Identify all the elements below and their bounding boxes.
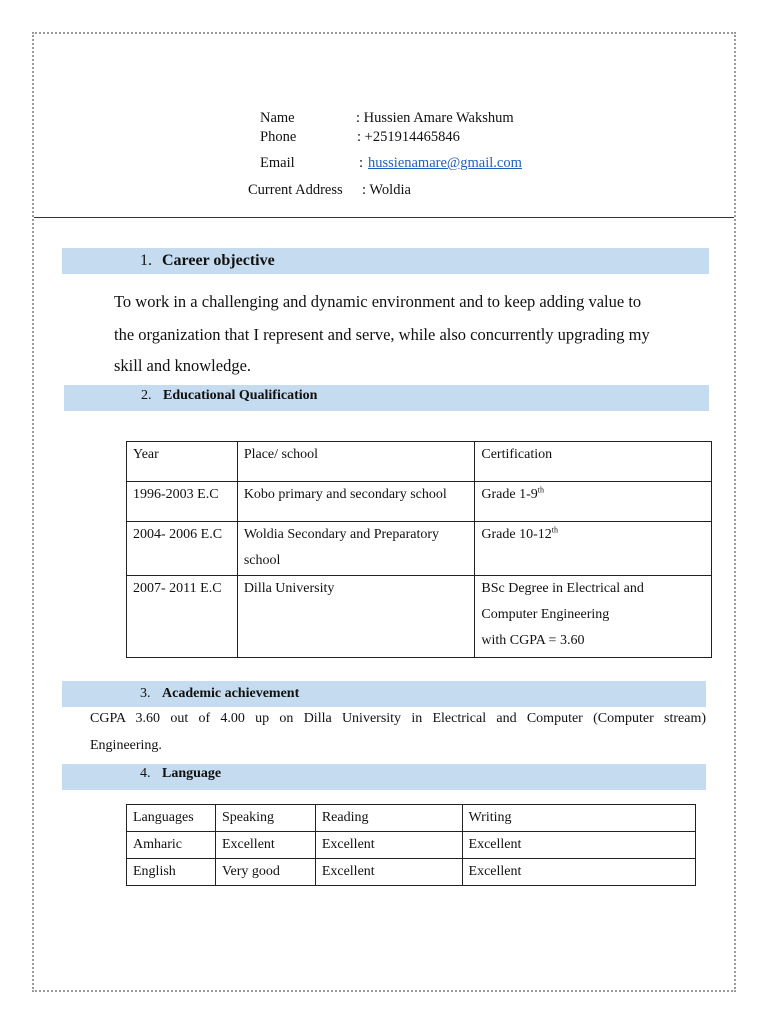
header-cell: Place/ school	[237, 442, 475, 482]
section-title: Career objective	[162, 252, 275, 269]
header-cell: Reading	[315, 805, 462, 832]
section-number: 1.	[140, 252, 152, 269]
contact-address-row	[0, 182, 768, 202]
reading-cell: Excellent	[315, 832, 462, 859]
section-header-language	[62, 764, 706, 790]
contact-name-row	[0, 110, 768, 130]
section-header-education	[64, 385, 709, 411]
school-line: school	[243, 553, 281, 568]
certification-cell	[475, 522, 712, 576]
contact-phone-row	[0, 129, 768, 149]
table-header-row	[127, 805, 696, 832]
section-title: Educational Qualification	[163, 388, 318, 403]
career-objective-line-1: To work in a challenging and dynamic environment and to keep adding value to	[114, 292, 642, 311]
achievement-line-1: CGPA 3.60 out of 4.00 up on Dilla University in Electrical and Computer (Computer stream)	[90, 711, 706, 726]
header-cell: Speaking	[215, 805, 315, 832]
language-cell: English	[127, 859, 216, 886]
cert-text: Grade 10-12	[481, 527, 552, 542]
language-cell: Amharic	[127, 832, 216, 859]
header-cell: Year	[127, 442, 238, 482]
school-line: Woldia Secondary and Preparatory	[243, 527, 440, 542]
section-header-achievement	[62, 681, 706, 707]
certification-cell	[475, 576, 712, 658]
address-value: : Woldia	[362, 182, 411, 198]
writing-cell: Excellent	[462, 859, 695, 886]
section-number: 3.	[140, 686, 151, 701]
school-cell: Kobo primary and secondary school	[237, 482, 475, 522]
cert-line: BSc Degree in Electrical and	[481, 581, 644, 596]
table-row	[127, 832, 696, 859]
certification-cell	[475, 482, 712, 522]
contact-email-row	[0, 155, 768, 175]
year-cell: 1996-2003 E.C	[127, 482, 238, 522]
career-objective-line-2: the organization that I represent and serve, while also concurrently upgrading my	[114, 325, 650, 344]
address-label: Current Address	[248, 182, 343, 198]
table-row	[127, 576, 712, 658]
cert-suffix: th	[551, 525, 558, 535]
header-cell: Certification	[475, 442, 712, 482]
school-cell	[237, 522, 475, 576]
name-value: : Hussien Amare Wakshum	[356, 110, 514, 126]
section-title: Academic achievement	[162, 686, 300, 701]
name-label: Name	[260, 110, 295, 126]
writing-cell: Excellent	[462, 832, 695, 859]
section-number: 4.	[140, 766, 151, 781]
career-objective-line-3: skill and knowledge.	[114, 356, 252, 375]
school-cell: Dilla University	[237, 576, 475, 658]
header-cell: Languages	[127, 805, 216, 832]
email-separator: :	[359, 155, 364, 171]
speaking-cell: Very good	[215, 859, 315, 886]
table-row	[127, 859, 696, 886]
section-title: Language	[162, 766, 222, 781]
cert-text: Grade 1-9	[481, 487, 538, 502]
section-number: 2.	[141, 388, 152, 403]
speaking-cell: Excellent	[215, 832, 315, 859]
table-row	[127, 522, 712, 576]
education-table	[126, 441, 712, 658]
cert-suffix: th	[537, 485, 544, 495]
email-label: Email	[260, 155, 295, 171]
cert-line: Computer Engineering	[481, 607, 610, 622]
cert-line: with CGPA = 3.60	[481, 633, 585, 648]
year-cell: 2007- 2011 E.C	[127, 576, 238, 658]
phone-label: Phone	[260, 129, 297, 145]
table-row	[127, 482, 712, 522]
phone-value: : +251914465846	[357, 129, 460, 145]
header-cell: Writing	[462, 805, 695, 832]
achievement-line-2: Engineering.	[90, 738, 162, 753]
reading-cell: Excellent	[315, 859, 462, 886]
section-header-career	[62, 248, 709, 274]
email-link[interactable]: hussienamare@gmail.com	[368, 155, 522, 171]
language-table	[126, 804, 696, 886]
table-header-row	[127, 442, 712, 482]
header-divider	[34, 217, 734, 218]
year-cell: 2004- 2006 E.C	[127, 522, 238, 576]
